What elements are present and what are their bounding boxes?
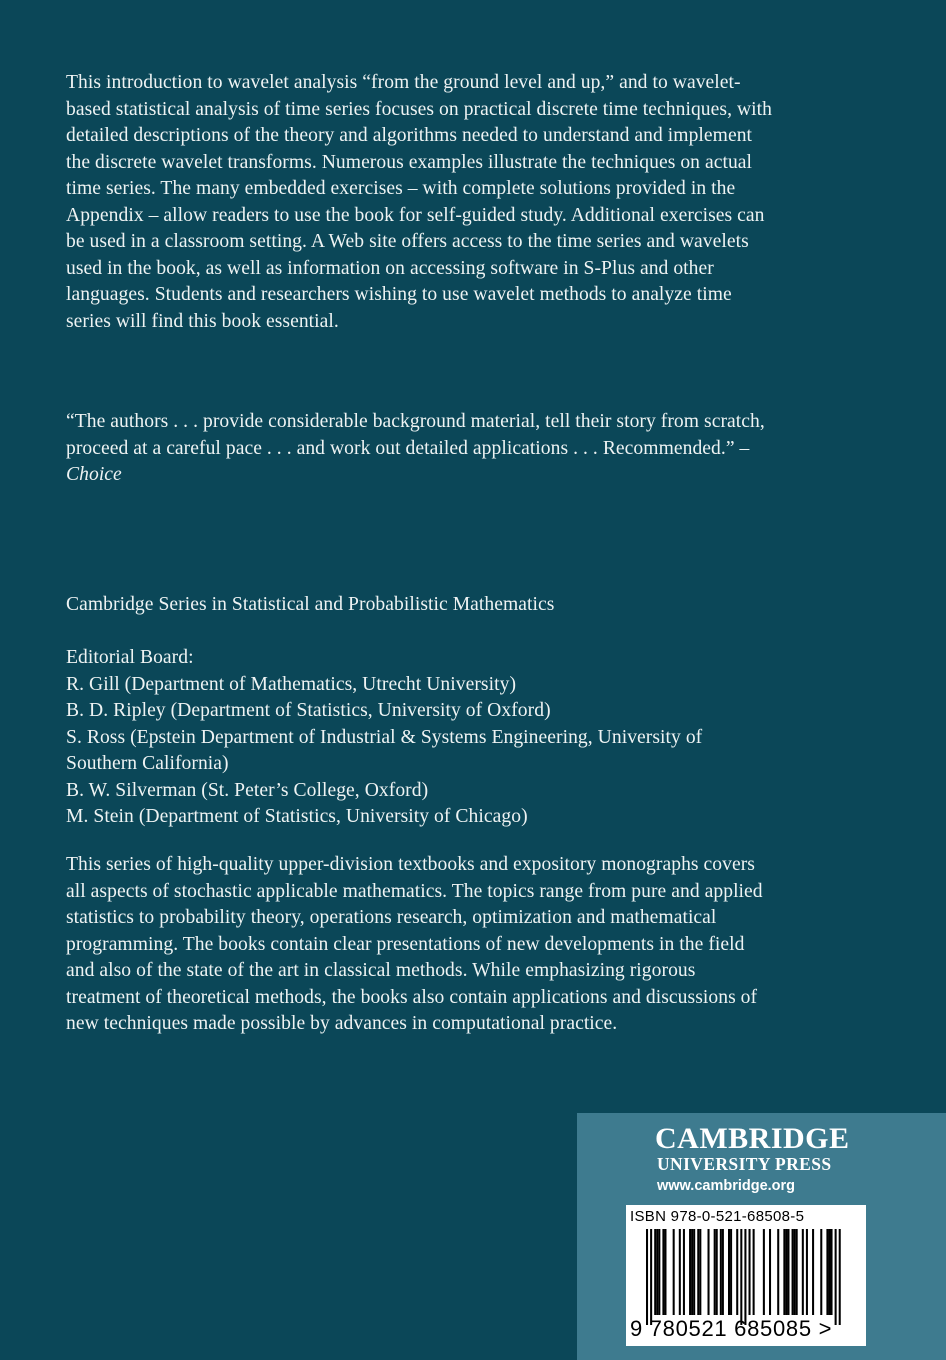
description-line: be used in a classroom setting. A Web site offers access to the time series and wavelets	[66, 231, 749, 252]
description-line: series will find this book essential.	[66, 310, 339, 332]
barcode-bar	[826, 1229, 828, 1315]
barcode-bar	[749, 1229, 751, 1315]
series-title-text: Cambridge Series in Statistical and Probabilistic Mathematics	[66, 594, 555, 615]
barcode-bar	[744, 1229, 746, 1325]
series-title	[66, 592, 886, 619]
description-line: detailed descriptions of the theory and algorithms needed to understand and implement	[66, 125, 753, 146]
barcode-bar	[794, 1229, 796, 1315]
barcode-bar	[785, 1229, 787, 1315]
barcode-bar	[835, 1229, 837, 1325]
barcode-bar	[792, 1229, 794, 1315]
review-line: “The authors . . . provide considerable background material, tell their story from scratch,	[66, 411, 765, 432]
description-line: Appendix – allow readers to use the book for self-guided study. Additional exercises can	[66, 204, 765, 226]
barcode-bar	[714, 1229, 716, 1315]
series-description-line: statistics to probability theory, operations research, optimization and mathematical	[66, 907, 717, 928]
barcode-bar	[802, 1229, 804, 1315]
publisher-panel	[577, 1113, 946, 1360]
barcode-bar	[654, 1229, 656, 1315]
editorial-board	[66, 645, 886, 831]
barcode-digits: 9 780521 685085 >	[630, 1316, 833, 1341]
barcode-bar	[806, 1229, 808, 1315]
barcode-bar	[693, 1229, 695, 1315]
barcode-bar	[740, 1229, 742, 1325]
series-description-line: This series of high-quality upper-division textbooks and expository monographs covers	[66, 854, 755, 875]
description-line: the discrete wavelet transforms. Numerous examples illustrate the techniques on actual	[66, 151, 753, 173]
description-line: based statistical analysis of time series focuses on practical discrete time techniques, with	[66, 98, 772, 120]
barcode-bar	[736, 1229, 738, 1315]
barcode-bar	[753, 1229, 755, 1315]
barcode-bar	[699, 1229, 701, 1315]
barcode-bar	[658, 1229, 660, 1315]
series-description-line: programming. The books contain clear presentations of new developments in the field	[66, 933, 745, 955]
board-member: B. D. Ripley (Department of Statistics, University of Oxford)	[66, 700, 551, 721]
publisher-url: www.cambridge.org	[657, 1178, 796, 1194]
publisher-logo: CAMBRIDGE	[655, 1122, 850, 1155]
barcode-bar	[820, 1229, 822, 1315]
publisher-subtitle: UNIVERSITY PRESS	[657, 1154, 832, 1174]
barcode	[626, 1205, 866, 1346]
board-member: Southern California)	[66, 753, 229, 774]
barcode-bar	[662, 1229, 664, 1315]
barcode-bar	[691, 1229, 693, 1315]
barcode-bar	[683, 1229, 685, 1315]
review-line: proceed at a careful pace . . . and work out detailed applications . . . Recommended.” –	[66, 437, 750, 459]
barcode-bar	[730, 1229, 732, 1315]
barcode-bar	[777, 1229, 779, 1315]
series-description-line: and also of the state of the art in classical methods. While emphasizing rigorous	[66, 960, 696, 981]
editorial-board-heading: Editorial Board:	[66, 647, 194, 668]
board-member: M. Stein (Department of Statistics, University of Chicago)	[66, 806, 528, 827]
barcode-bar	[679, 1229, 681, 1315]
barcode-bar	[796, 1229, 798, 1315]
barcode-bar	[728, 1229, 730, 1315]
board-member: R. Gill (Department of Mathematics, Utrecht University)	[66, 673, 517, 695]
isbn-label: ISBN 978-0-521-68508-5	[630, 1208, 805, 1225]
barcode-bar	[673, 1229, 675, 1315]
series-description-line: new techniques made possible by advances in computational practice.	[66, 1013, 618, 1034]
description-line: languages. Students and researchers wishing to use wavelet methods to analyze time	[66, 284, 732, 305]
barcode-bar	[839, 1229, 841, 1325]
barcode-bar	[828, 1229, 830, 1315]
barcode-bar	[716, 1229, 718, 1315]
series-description	[66, 852, 886, 1038]
barcode-bar	[664, 1229, 666, 1315]
barcode-bar	[831, 1229, 833, 1315]
description-line: used in the book, as well as information on accessing software in S-Plus and other	[66, 257, 714, 279]
review-source: Choice	[66, 464, 122, 485]
review-quote	[66, 409, 886, 489]
series-description-line: treatment of theoretical methods, the books also contain applications and discussions of	[66, 986, 758, 1008]
board-member: S. Ross (Epstein Department of Industrial & Systems Engineering, University of	[66, 726, 703, 748]
description-line: This introduction to wavelet analysis “from the ground level and up,” and to wavelet-	[66, 72, 741, 93]
barcode-bar	[722, 1229, 724, 1315]
barcode-bar	[656, 1229, 658, 1315]
series-description-line: all aspects of stochastic applicable mathematics. The topics range from pure and applied	[66, 880, 763, 902]
barcode-bar	[708, 1229, 710, 1315]
barcode-bar	[650, 1229, 652, 1325]
barcode-bar	[646, 1229, 648, 1325]
barcode-bar	[763, 1229, 765, 1315]
barcode-bar	[689, 1229, 691, 1315]
barcode-bar	[720, 1229, 722, 1315]
barcode-bar	[787, 1229, 789, 1315]
description-line: time series. The many embedded exercises – with complete solutions provided in the	[66, 178, 736, 199]
description-paragraph	[66, 70, 886, 335]
barcode-bar	[697, 1229, 699, 1315]
barcode-bar	[783, 1229, 785, 1315]
barcode-bar	[812, 1229, 814, 1315]
board-member: B. W. Silverman (St. Peter’s College, Oxford)	[66, 779, 429, 801]
barcode-bar	[769, 1229, 771, 1315]
